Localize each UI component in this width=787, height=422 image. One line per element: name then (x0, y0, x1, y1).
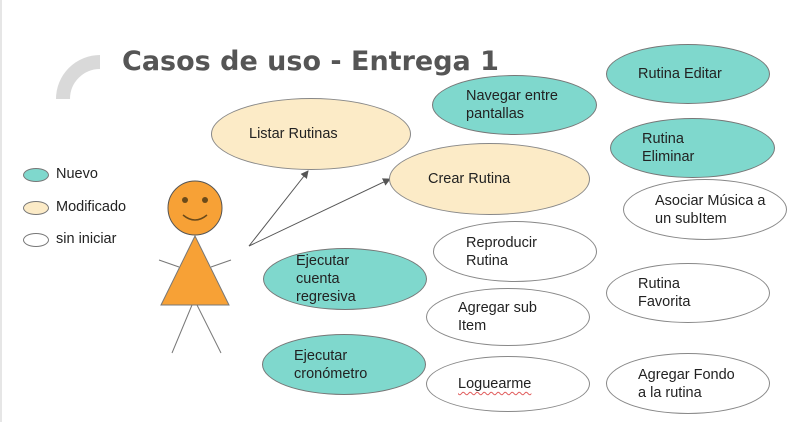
legend-label-sin-iniciar: sin iniciar (56, 231, 117, 247)
actor-stick-figure (159, 181, 231, 353)
actor-right-eye (202, 197, 208, 203)
legend-swatch-modificado (23, 201, 49, 215)
arrow-to-crear-rutina (249, 179, 390, 246)
actor-right-leg (197, 305, 221, 353)
use-case-listar-rutinas[interactable]: Listar Rutinas (211, 98, 411, 170)
slide-title: Casos de uso - Entrega 1 (122, 46, 499, 77)
legend-label-nuevo: Nuevo (56, 166, 98, 182)
use-case-reproducir-rutina[interactable]: Reproducir Rutina (433, 221, 597, 282)
actor-left-leg (172, 305, 192, 353)
use-case-rutina-editar[interactable]: Rutina Editar (606, 44, 770, 104)
legend-label-modificado: Modificado (56, 199, 127, 215)
use-case-loguearme[interactable]: Loguearme (426, 356, 590, 412)
actor-right-arm (211, 260, 231, 267)
actor-left-arm (159, 260, 179, 267)
actor-left-eye (182, 197, 188, 203)
use-case-rutina-eliminar[interactable]: Rutina Eliminar (610, 118, 775, 178)
use-case-ejecutar-cronometro[interactable]: Ejecutar cronómetro (262, 334, 426, 395)
use-case-agregar-fondo[interactable]: Agregar Fondo a la rutina (606, 353, 770, 414)
use-case-crear-rutina[interactable]: Crear Rutina (389, 143, 590, 215)
legend-swatch-sin-iniciar (23, 233, 49, 247)
actor-body (161, 236, 229, 305)
use-case-agregar-sub-item[interactable]: Agregar sub Item (426, 288, 590, 346)
use-case-navegar-pantallas[interactable]: Navegar entre pantallas (432, 75, 597, 135)
arrow-to-listar-rutinas (249, 171, 308, 246)
actor-head (168, 181, 222, 235)
use-case-ejecutar-cuenta-regresiva[interactable]: Ejecutar cuenta regresiva (263, 248, 427, 310)
use-case-asociar-musica[interactable]: Asociar Música a un subItem (623, 179, 787, 240)
legend-swatch-nuevo (23, 168, 49, 182)
use-case-rutina-favorita[interactable]: Rutina Favorita (606, 263, 770, 323)
